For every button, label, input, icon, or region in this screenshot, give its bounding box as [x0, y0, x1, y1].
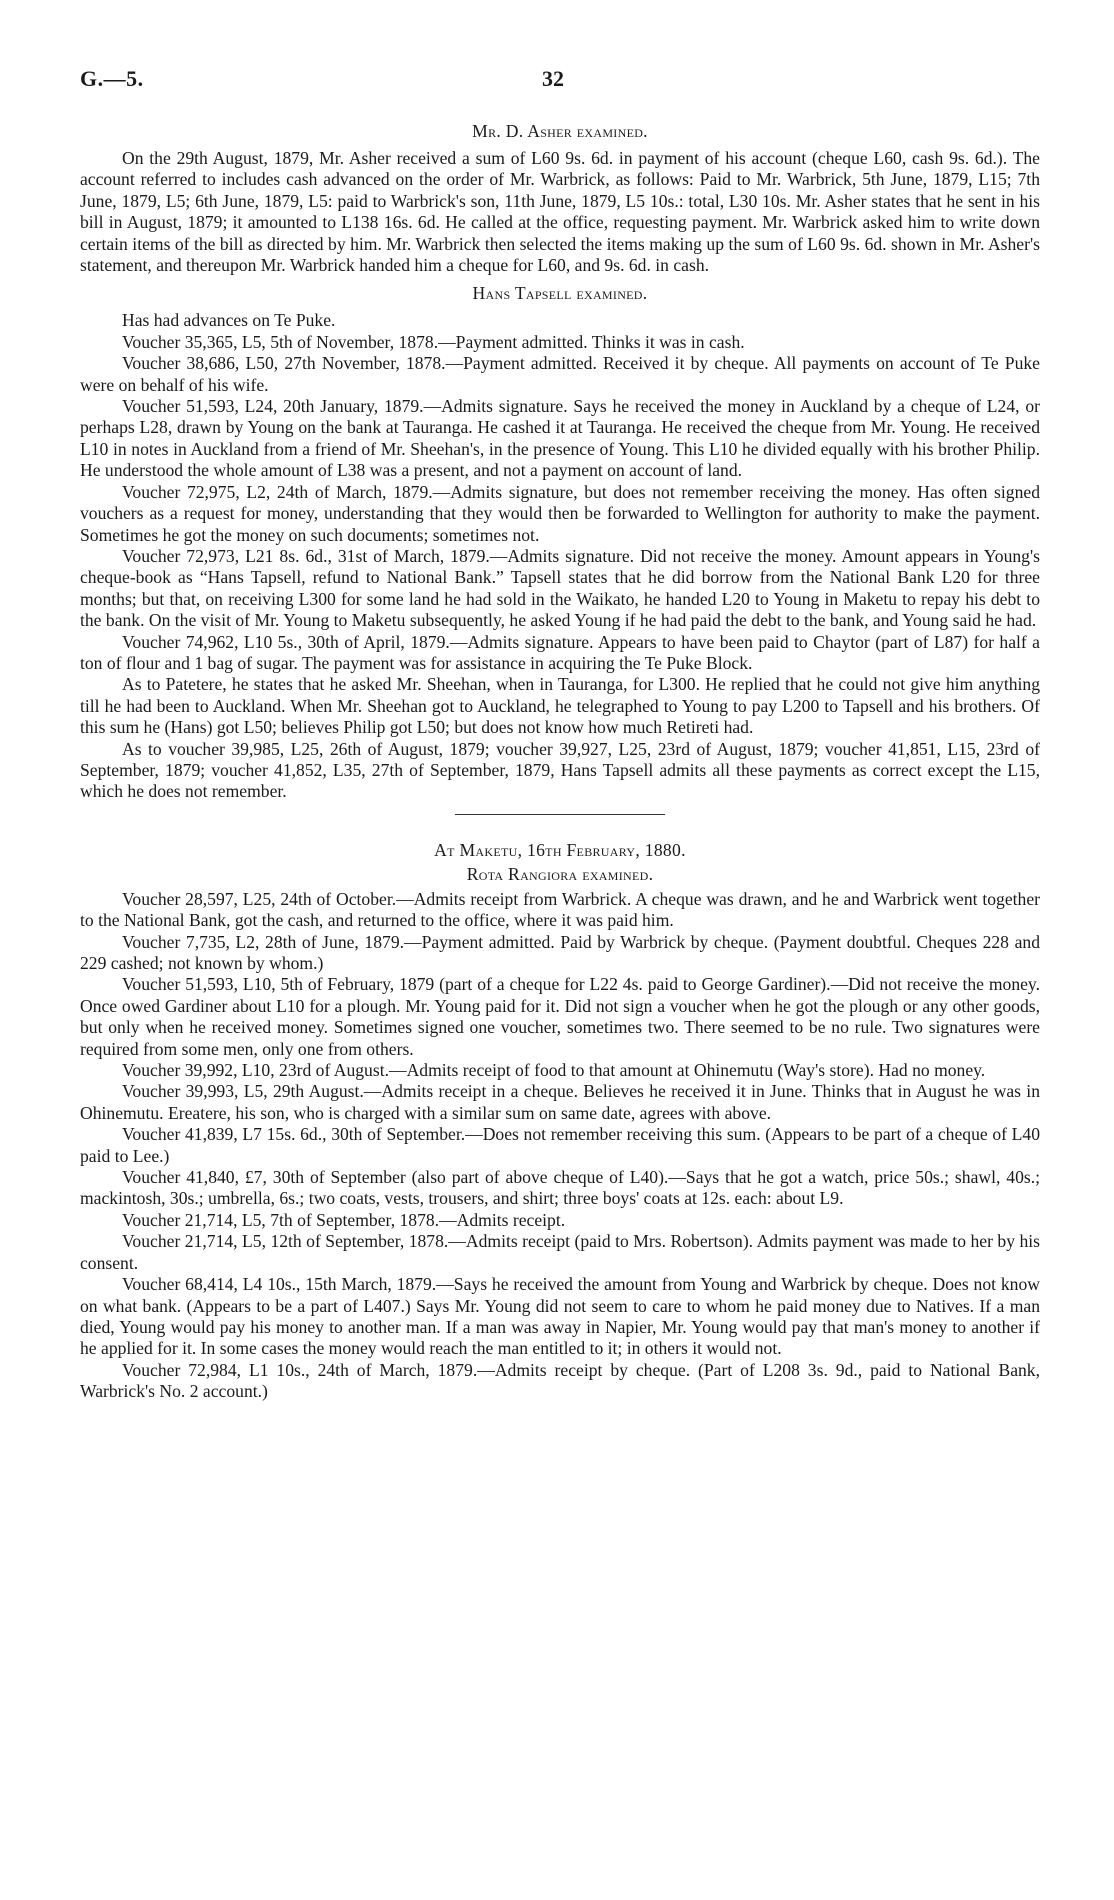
- paragraph: Voucher 72,973, L21 8s. 6d., 31st of March, 1879.—Admits signature. Did not receive the money. Amount appears in Young's cheque-book as “Hans Tapsell, refund to National Bank.” Tapsell states that he did borrow from the National Bank L20 for three months; but that, on receiving L300 for some land he had sold in the Waikato, he handed L20 to Young in Maketu to repay his debt to the bank. On the visit of Mr. Young to Maketu subsequently, he asked Young if he had paid the debt to the bank, and Young said he had.: [80, 545, 1040, 631]
- paragraph: Has had advances on Te Puke.: [122, 310, 336, 331]
- paragraph: Voucher 74,962, L10 5s., 30th of April, 1879.—Admits signature. Appears to have been paid to Chaytor (part of L87) for half a ton of flour and 1 bag of sugar. The payment was for assistance in acquiring the Te Puke Block.: [80, 631, 1040, 673]
- paragraph: Voucher 39,992, L10, 23rd of August.—Admits receipt of food to that amount at Ohinemutu (Way's store). Had no money.: [122, 1060, 986, 1081]
- section-heading-rangiora: Rota Rangiora examined.: [466, 863, 654, 884]
- paragraph: As to voucher 39,985, L25, 26th of August, 1879; voucher 39,927, L25, 23rd of August, 1879; voucher 41,851, L15, 23rd of September, 1879; voucher 41,852, L35, 27th of September, 1879, Hans Tapsell admits all these payments as correct except the L15, which he does not remember.: [80, 738, 1040, 802]
- paragraph: Voucher 28,597, L25, 24th of October.—Admits receipt from Warbrick. A cheque was drawn, and he and Warbrick went together to the National Bank, got the cash, and returned to the office, where it was paid him.: [80, 888, 1040, 931]
- section-divider: [455, 814, 665, 815]
- paragraph: Voucher 38,686, L50, 27th November, 1878.—Payment admitted. Received it by cheque. All payments on account of Te Puke were on behalf of his wife.: [80, 353, 1040, 395]
- paragraph: Voucher 51,593, L24, 20th January, 1879.—Admits signature. Says he received the money in Auckland by a cheque of L24, or perhaps L28, drawn by Young on the bank at Tauranga. He cashed it at Tauranga. He received the cheque from Mr. Young. He received L10 in notes in Auckland from a friend of Mr. Sheehan's, in the presence of Young. This L10 he divided equally with his brother Philip. He understood the whole amount of L38 was a present, and not a payment on account of land.: [80, 396, 1040, 481]
- paragraph: Voucher 41,839, L7 15s. 6d., 30th of September.—Does not remember receiving this sum. (Appears to be part of a cheque of L40 paid to Lee.): [80, 1124, 1040, 1166]
- paragraph: Voucher 39,993, L5, 29th August.—Admits receipt in a cheque. Believes he received it in June. Thinks that in August he was in Ohinemutu. Ereatere, his son, who is charged with a similar sum on same date, agrees with above.: [80, 1081, 1040, 1123]
- section-heading-asher: Mr. D. Asher examined.: [472, 121, 648, 141]
- page-number: 32: [542, 66, 564, 91]
- paragraph: As to Patetere, he states that he asked Mr. Sheehan, when in Tauranga, for L300. He replied that he could not give him anything till he had been to Auckland. When Mr. Sheehan got to Auckland, he telegraphed to Young to pay L200 to Tapsell and his brothers. Of this sum he (Hans) got L50; believes Philip got L50; but does not know how much Retireti had.: [80, 674, 1040, 738]
- paragraph: Voucher 72,975, L2, 24th of March, 1879.—Admits signature, but does not remember receiving the money. Has often signed vouchers as a request for money, understanding that they would then be forwarded to Wellington for authority to make the payment. Sometimes he got the money on such documents; sometimes not.: [80, 481, 1040, 545]
- document-page: [80, 66, 1040, 1403]
- page-content: [80, 120, 1040, 1403]
- place-date-heading: At Maketu, 16th February, 1880.: [434, 839, 686, 860]
- document-reference: G.—5.: [80, 66, 144, 91]
- paragraph: Voucher 21,714, L5, 7th of September, 1878.—Admits receipt.: [122, 1209, 566, 1230]
- paragraph: Voucher 7,735, L2, 28th of June, 1879.—Payment admitted. Paid by Warbrick by cheque. (Payment doubtful. Cheques 228 and 229 cashed; not known by whom.): [80, 931, 1040, 973]
- paragraph: On the 29th August, 1879, Mr. Asher received a sum of L60 9s. 6d. in payment of his account (cheque L60, cash 9s. 6d.). The account referred to includes cash advanced on the order of Mr. Warbrick, as follows: Paid to Mr. Warbrick, 5th June, 1879, L15; 7th June, 1879, L5; 6th June, 1879, L5: paid to Warbrick's son, 11th June, 1879, L5 10s.: total, L30 10s. Mr. Asher states that he sent in his bill in August, 1879; it amounted to L138 16s. 6d. He called at the office, requesting payment. Mr. Warbrick asked him to write down certain items of the bill as directed by him. Mr. Warbrick then selected the items making up the sum of L60 9s. 6d. shown in Mr. Asher's statement, and thereupon Mr. Warbrick handed him a cheque for L60, and 9s. 6d. in cash.: [80, 148, 1040, 276]
- paragraph: Voucher 51,593, L10, 5th of February, 1879 (part of a cheque for L22 4s. paid to George Gardiner).—Did not receive the money. Once owed Gardiner about L10 for a plough. Mr. Young paid for it. Did not sign a voucher when he got the plough or any other goods, but only when he received money. Sometimes signed one voucher, sometimes two. There seemed to be no rule. Two signatures were required from some men, only one from others.: [80, 974, 1040, 1059]
- section-heading-tapsell: Hans Tapsell examined.: [472, 283, 648, 304]
- paragraph: Voucher 21,714, L5, 12th of September, 1878.—Admits receipt (paid to Mrs. Robertson). Admits payment was made to her by his consent.: [80, 1231, 1040, 1273]
- paragraph: Voucher 35,365, L5, 5th of November, 1878.—Payment admitted. Thinks it was in cash.: [122, 331, 745, 352]
- paragraph: Voucher 68,414, L4 10s., 15th March, 1879.—Says he received the amount from Young and Warbrick by cheque. Does not know on what bank. (Appears to be a part of L407.) Says Mr. Young did not seem to care to whom he paid money due to Natives. If a man died, Young would pay his money to another man. If a man was away in Napier, Mr. Young would pay that man's money to another if he applied for it. In some cases the money would reach the man entitled to it; in others it would not.: [80, 1274, 1040, 1359]
- paragraph: Voucher 72,984, L1 10s., 24th of March, 1879.—Admits receipt by cheque. (Part of L208 3s. 9d., paid to National Bank, Warbrick's No. 2 account.): [80, 1359, 1040, 1402]
- paragraph: Voucher 41,840, £7, 30th of September (also part of above cheque of L40).—Says that he got a watch, price 50s.; shawl, 40s.; mackintosh, 30s.; umbrella, 6s.; two coats, vests, trousers, and shirt; three boys' coats at 12s. each: about L9.: [80, 1167, 1040, 1209]
- page-header: [80, 66, 1040, 106]
